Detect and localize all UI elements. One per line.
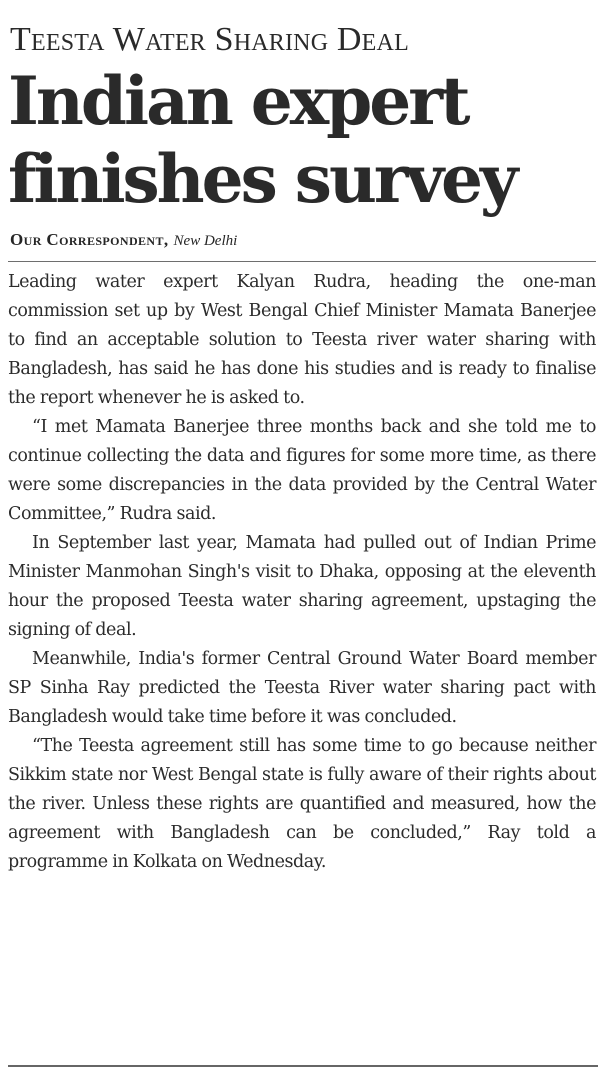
byline-author: Our Correspondent, <box>10 230 169 249</box>
bottom-divider <box>8 1065 598 1067</box>
article-byline <box>8 230 596 251</box>
article-paragraph-1: Leading water expert Kalyan Rudra, heading the one-man commission set up by West Bengal Chief Minister Mamata Banerjee to find an acceptable solution to Teesta river water sharing with Bangladesh, has said he has done his studies and is ready to finalise the report whenever he is asked to. <box>8 272 596 408</box>
article-kicker: Teesta Water Sharing Deal <box>10 21 409 58</box>
article-paragraph-5: “The Teesta agreement still has some time to go because neither Sikkim state nor West Bengal state is fully aware of their rights about the river. Unless these rights are quantified and measured, how the agreement with Bangladesh can be concluded,” Ray told a programme in Kolkata on Wednesday. <box>8 736 596 872</box>
article-paragraph-3: In September last year, Mamata had pulled out of Indian Prime Minister Manmohan Singh's visit to Dhaka, opposing at the eleventh hour the proposed Teesta water sharing agreement, upstaging the signing of deal. <box>8 533 596 640</box>
article-paragraph-2: “I met Mamata Banerjee three months back and she told me to continue collecting the data and figures for some more time, as there were some discrepancies in the data provided by the Central Water Committee,” Rudra said. <box>8 417 596 524</box>
article-paragraph-4: Meanwhile, India's former Central Ground Water Board member SP Sinha Ray predicted the Teesta River water sharing pact with Bangladesh would take time before it was concluded. <box>8 649 596 727</box>
byline-divider <box>8 261 596 262</box>
byline-place: New Delhi <box>173 233 238 249</box>
article-headline: Indian expert finishes survey <box>8 62 516 218</box>
article-body <box>8 268 596 877</box>
